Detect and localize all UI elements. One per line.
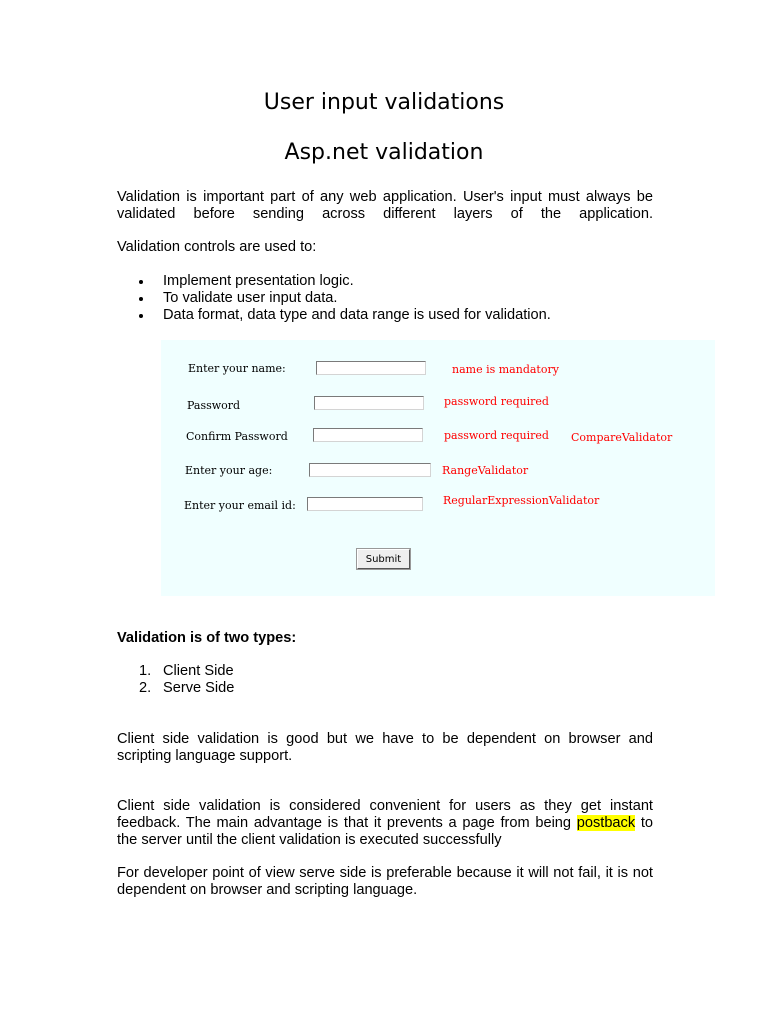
email-label: Enter your email id:	[184, 499, 296, 512]
range-validator-message: RangeValidator	[442, 464, 529, 477]
confirm-password-label: Confirm Password	[186, 430, 288, 443]
type-number: 1.	[139, 663, 152, 679]
regex-validator-message: RegularExpressionValidator	[443, 494, 600, 507]
bullet-item: Data format, data type and data range is used for validation.	[117, 307, 551, 324]
name-input[interactable]	[316, 361, 426, 375]
advantage-text-part2: to the server until the client validation is executed successfully	[117, 815, 654, 848]
document-title: User input validations	[263, 90, 505, 115]
types-numbered-list	[117, 663, 234, 697]
name-label: Enter your name:	[188, 362, 286, 375]
validation-form-screenshot	[161, 340, 715, 596]
age-label: Enter your age:	[185, 464, 273, 477]
compare-validator-message: CompareValidator	[571, 431, 673, 444]
types-heading: Validation is of two types:	[117, 630, 297, 646]
password-error: password required	[444, 395, 549, 408]
type-label: Serve Side	[163, 680, 235, 696]
controls-bullet-list	[117, 273, 551, 324]
password-label: Password	[187, 399, 241, 412]
type-item	[117, 663, 234, 680]
client-side-paragraph: Client side validation is good but we have to be dependent on browser and scripting language support.	[117, 731, 653, 764]
advantage-text-part1: Client side validation is considered convenient for users as they get instant feedback. The main advantage is that it prevents a page from being	[117, 798, 653, 831]
bullet-item: Implement presentation logic.	[117, 273, 551, 290]
age-input[interactable]	[309, 463, 431, 477]
postback-highlight: postback	[576, 815, 636, 831]
document-subtitle: Asp.net validation	[284, 140, 484, 165]
name-error: name is mandatory	[452, 363, 559, 376]
client-side-advantage-paragraph	[117, 798, 653, 849]
type-number: 2.	[139, 680, 152, 696]
controls-intro: Validation controls are used to:	[117, 239, 317, 255]
bullet-item: To validate user input data.	[117, 290, 551, 307]
confirm-password-input[interactable]	[313, 428, 423, 442]
type-label: Client Side	[163, 663, 234, 679]
developer-paragraph: For developer point of view serve side is preferable because it will not fail, it is not dependent on browser and scripting language.	[117, 865, 653, 898]
email-input[interactable]	[307, 497, 423, 511]
password-input[interactable]	[314, 396, 424, 410]
confirm-password-error: password required	[444, 429, 549, 442]
type-item	[117, 680, 234, 697]
intro-paragraph: Validation is important part of any web application. User's input must always be validated before sending across different layers of the application.	[117, 189, 653, 222]
submit-button[interactable]: Submit	[357, 549, 410, 569]
